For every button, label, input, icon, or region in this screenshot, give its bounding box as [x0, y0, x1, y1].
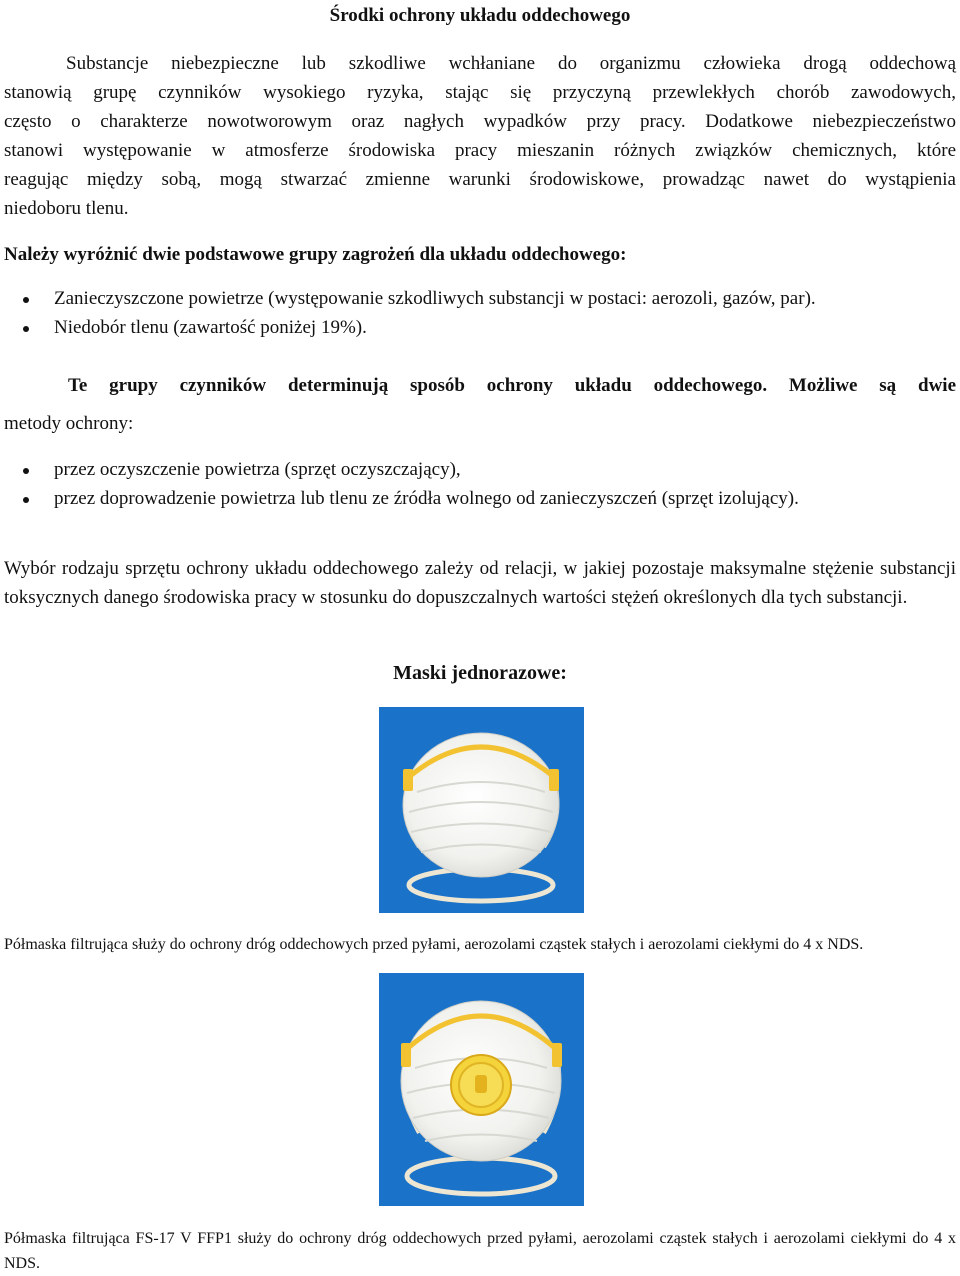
- intro-line: reagując między sobą, mogą stwarzać zmienne warunki środowiskowe, prowadząc nawet do wystąpienia: [4, 169, 956, 190]
- list-item: [0, 287, 960, 316]
- half-mask-valve-image: [379, 973, 584, 1206]
- list-item: [0, 487, 960, 516]
- intro-line: stanowi występowanie w atmosferze środowiska pracy mieszanin różnych związków chemicznych, które: [4, 140, 956, 161]
- list-item-text: przez doprowadzenie powietrza lub tlenu ze źródła wolnego od zanieczyszczeń (sprzęt izolujący).: [54, 488, 799, 509]
- masks-heading: Maski jednorazowe:: [393, 662, 567, 684]
- intro-line: niedoboru tlenu.: [4, 198, 129, 219]
- mask-caption-2: Półmaska filtrująca FS-17 V FFP1 służy do ochrony dróg oddechowych przed pyłami, aerozolami cząstek stałych i aerozolami ciekłymi do 4 x NDS.: [4, 1230, 956, 1272]
- document-title: Środki ochrony układu oddechowego: [329, 5, 631, 26]
- list-item-text: przez oczyszczenie powietrza (sprzęt oczyszczający),: [54, 459, 461, 480]
- bullet-icon: [23, 468, 29, 474]
- methods-heading-tail: metody ochrony:: [4, 413, 134, 434]
- bullet-icon: [23, 497, 29, 503]
- mask-illustration: [379, 707, 584, 913]
- list-item: [0, 316, 960, 345]
- methods-heading: Te grupy czynników determinują sposób ochrony układu oddechowego. Możliwe są dwie: [68, 375, 956, 396]
- groups-heading: Należy wyróżnić dwie podstawowe grupy zagrożeń dla układu oddechowego:: [4, 244, 627, 265]
- list-item-text: Zanieczyszczone powietrze (występowanie szkodliwych substancji w postaci: aerozoli, gazów, par).: [54, 288, 816, 309]
- methods-list: [0, 458, 960, 516]
- valve-mask-illustration: [379, 973, 584, 1206]
- bullet-icon: [23, 326, 29, 332]
- list-item-text: Niedobór tlenu (zawartość poniżej 19%).: [54, 317, 367, 338]
- groups-list: [0, 287, 960, 345]
- intro-paragraph: [4, 49, 956, 223]
- intro-line: Substancje niebezpieczne lub szkodliwe wchłaniane do organizmu człowieka drogą oddechową: [66, 53, 956, 74]
- mask-caption-1: Półmaska filtrująca służy do ochrony dróg oddechowych przed pyłami, aerozolami cząstek stałych i aerozolami ciekłymi do 4 x NDS.: [4, 936, 864, 953]
- intro-line: stanowią grupę czynników wysokiego ryzyka, stając się przyczyną przewlekłych chorób zawodowych,: [4, 82, 956, 103]
- list-item: [0, 458, 960, 487]
- intro-line: często o charakterze nowotworowym oraz nagłych wypadków przy pracy. Dodatkowe niebezpieczeństwo: [4, 111, 956, 132]
- selection-paragraph: Wybór rodzaju sprzętu ochrony układu oddechowego zależy od relacji, w jakiej pozostaje maksymalne stężenie substancji toksycznych danego środowiska pracy w stosunku do dopuszczalnych wartości stężeń określonych dla tych substancji.: [4, 558, 956, 608]
- half-mask-image: [379, 707, 584, 913]
- bullet-icon: [23, 297, 29, 303]
